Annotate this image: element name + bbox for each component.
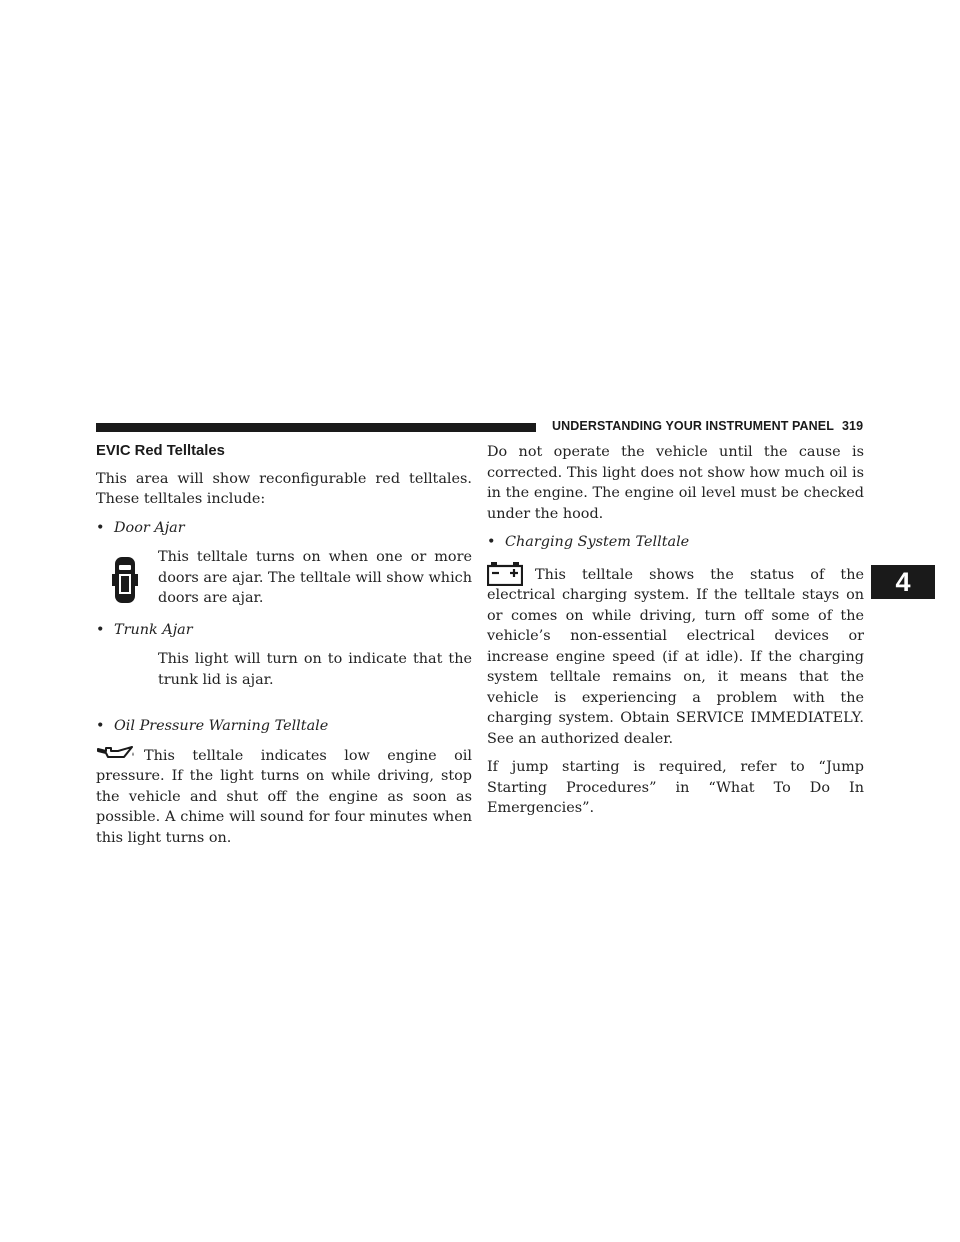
oil-pressure-title: Oil Pressure Warning Telltale [114, 718, 329, 734]
bullet-charging-system: • Charging System Telltale [487, 532, 864, 553]
oil-continued-text: Do not operate the vehicle until the cause is corrected. This light does not show how much oil is in the engine. The engine oil level must be checked under the hood. [487, 444, 864, 522]
trunk-ajar-text: This light will turn on to indicate that the trunk lid is ajar. [158, 651, 472, 688]
door-ajar-icon [112, 557, 138, 603]
door-ajar-block [96, 547, 472, 610]
bullet-trunk-ajar: • Trunk Ajar [96, 620, 472, 641]
running-header [552, 419, 864, 433]
chapter-tab: 4 [871, 565, 935, 599]
left-column [96, 441, 472, 848]
header-rule [96, 423, 536, 432]
door-ajar-text: This telltale turns on when one or more doors are ajar. The telltale will show which doors are ajar. [158, 549, 472, 606]
door-ajar-title: Door Ajar [114, 519, 185, 536]
bullet-door-ajar: • Door Ajar [96, 518, 472, 539]
intro-paragraph: This area will show reconfigurable red telltales. These telltales include: [96, 470, 472, 507]
jump-start-text: If jump starting is required, refer to “Jump Starting Procedures” in “What To Do In Emergencies”. [487, 759, 864, 816]
section-heading: EVIC Red Telltales [96, 443, 225, 459]
battery-icon [487, 562, 523, 586]
header-title: UNDERSTANDING YOUR INSTRUMENT PANEL [552, 419, 834, 433]
oil-pressure-block [96, 746, 472, 849]
charging-title: Charging System Telltale [505, 534, 690, 550]
bullet-oil-pressure: • Oil Pressure Warning Telltale [96, 716, 472, 737]
oil-pressure-icon [96, 744, 136, 762]
charging-text: This telltale shows the status of the electrical charging system. If the telltale stays on or comes on while driving, turn off some of the vehicle’s non-essential electrical devices or increase engine speed (if at idle). If the charging system telltale remains on, it means that the vehicle is experiencing a problem with the charging system. Obtain SERVICE IMMEDIATELY. See an authorized dealer. [487, 566, 864, 747]
page-number: 319 [841, 419, 864, 433]
right-column [487, 442, 864, 819]
trunk-ajar-title: Trunk Ajar [114, 621, 193, 638]
charging-block [487, 565, 864, 750]
oil-pressure-text: This telltale indicates low engine oil pressure. If the light turns on while driving, stop the vehicle and shut off the engine as soon as possible. A chime will sound for four minutes when this light turns on. [96, 747, 472, 846]
